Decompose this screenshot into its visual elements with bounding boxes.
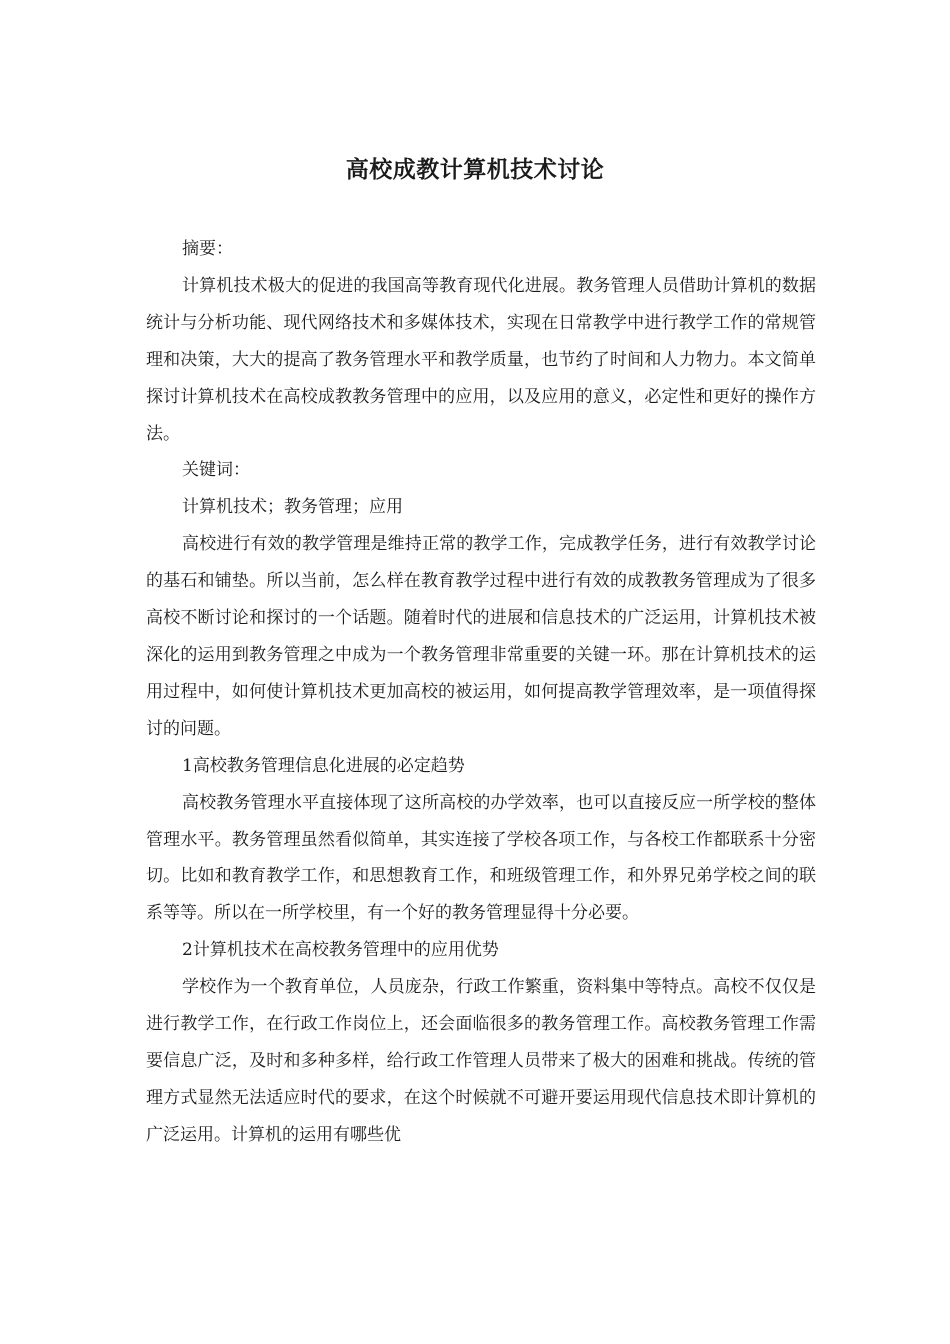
- keywords-paragraph: 计算机技术；教务管理；应用: [182, 497, 403, 518]
- abstract-heading: 摘要：: [182, 239, 233, 259]
- intro-paragraph: 高校进行有效的教学管理是维持正常的教学工作，完成教学任务，进行有效教学讨论的基石和铺垫。所以当前，怎么样在教育教学过程中进行有效的成教教务管理成为了很多高校不断讨论和探讨的一个话题。随着时代的进展和信息技术的广泛运用，计算机技术被深化的运用到教务管理之中成为一个教务管理非常重要的关键一环。那在计算机技术的运用过程中，如何使计算机技术更加高校的被运用，如何提高教学管理效率，是一项值得探讨的问题。: [146, 534, 816, 739]
- document-body: [146, 231, 816, 1154]
- section-2-paragraph: 学校作为一个教育单位，人员庞杂，行政工作繁重，资料集中等特点。高校不仅仅是进行教学工作，在行政工作岗位上，还会面临很多的教务管理工作。高校教务管理工作需要信息广泛，及时和多种多样，给行政工作管理人员带来了极大的困难和挑战。传统的管理方式显然无法适应时代的要求，在这个时候就不可避开要运用现代信息技术即计算机的广泛运用。计算机的运用有哪些优: [146, 977, 816, 1145]
- abstract-paragraph: 计算机技术极大的促进的我国高等教育现代化进展。教务管理人员借助计算机的数据统计与分析功能、现代网络技术和多媒体技术，实现在日常教学中进行教学工作的常规管理和决策，大大的提高了教务管理水平和教学质量，也节约了时间和人力物力。本文简单探讨计算机技术在高校成教教务管理中的应用，以及应用的意义，必定性和更好的操作方法。: [146, 275, 816, 444]
- keywords-heading: 关键词：: [182, 460, 250, 481]
- document-title: 高校成教计算机技术讨论: [345, 156, 605, 183]
- section-1-paragraph: 高校教务管理水平直接体现了这所高校的办学效率，也可以直接反应一所学校的整体管理水平。教务管理虽然看似简单，其实连接了学校各项工作，与各校工作都联系十分密切。比如和教育教学工作，和思想教育工作，和班级管理工作，和外界兄弟学校之间的联系等等。所以在一所学校里，有一个好的教务管理显得十分必要。: [146, 792, 816, 924]
- section-heading-1: 1高校教务管理信息化进展的必定趋势: [182, 755, 465, 776]
- section-heading-2: 2计算机技术在高校教务管理中的应用优势: [182, 940, 499, 961]
